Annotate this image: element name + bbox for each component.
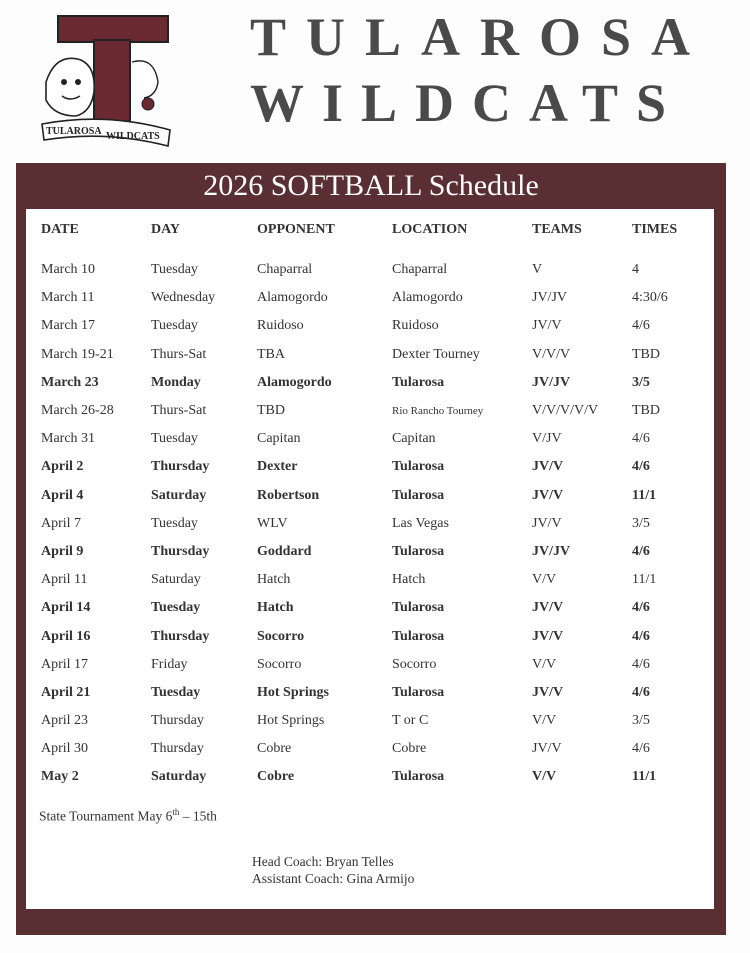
table-row [41, 538, 712, 566]
cell-day: Wednesday [151, 290, 216, 306]
cell-date: March 17 [41, 318, 96, 334]
cell-teams: JV/JV [532, 290, 568, 306]
cell-teams: V/V [532, 572, 557, 588]
cell-date: April 2 [41, 459, 84, 475]
cell-location: Tularosa [392, 543, 445, 559]
table-row [41, 369, 712, 397]
state-tournament-prefix: State Tournament May 6 [39, 808, 173, 824]
table-row [41, 651, 712, 679]
assistant-coach: Assistant Coach: Gina Armijo [252, 871, 415, 886]
cell-location: Socorro [392, 656, 437, 672]
cell-teams: JV/V [532, 600, 564, 616]
header-date: DATE [41, 222, 79, 237]
cell-day: Thursday [151, 459, 210, 475]
cell-day: Thursday [151, 741, 204, 757]
header-title-line1: TULAROSA [250, 7, 711, 67]
cell-location: Chaparral [392, 262, 448, 278]
cell-day: Saturday [151, 572, 201, 588]
cell-times: 3/5 [632, 374, 650, 390]
cell-times: 4/6 [632, 684, 650, 700]
cell-location: Tularosa [392, 769, 445, 785]
table-row [41, 679, 712, 707]
cell-location: Las Vegas [392, 515, 449, 531]
table-row [41, 341, 712, 369]
cell-location: Rio Rancho Tourney [392, 405, 484, 418]
cell-opponent: Socorro [257, 656, 302, 672]
cell-location: Tularosa [392, 459, 445, 475]
cell-times: 3/5 [632, 713, 650, 729]
cell-teams: JV/JV [532, 543, 571, 559]
cell-times: 4/6 [632, 656, 650, 672]
cell-times: 4/6 [632, 459, 650, 475]
cell-day: Tuesday [151, 600, 201, 616]
cell-date: March 10 [41, 262, 96, 278]
cell-opponent: WLV [257, 515, 288, 531]
header-location: LOCATION [392, 222, 468, 237]
cell-location: Ruidoso [392, 318, 439, 334]
cell-day: Tuesday [151, 318, 198, 334]
cell-teams: JV/V [532, 459, 564, 475]
cell-location: Alamogordo [392, 290, 463, 306]
cell-times: 4/6 [632, 741, 650, 757]
cell-day: Thursday [151, 628, 210, 644]
cell-date: March 23 [41, 374, 99, 390]
cell-date: May 2 [41, 769, 79, 785]
cell-opponent: TBA [257, 346, 285, 362]
cell-date: April 30 [41, 741, 89, 757]
table-row [41, 397, 712, 425]
cell-opponent: Alamogordo [257, 374, 332, 390]
cell-day: Thurs-Sat [151, 346, 207, 362]
cell-location: T or C [392, 713, 429, 729]
logo-text-right: WILDCATS [106, 131, 160, 142]
table-row [41, 707, 712, 735]
cell-teams: JV/V [532, 628, 564, 644]
cell-opponent: Hatch [257, 572, 291, 588]
cell-opponent: Hot Springs [257, 684, 329, 700]
cell-opponent: Hot Springs [257, 713, 325, 729]
header-opponent: OPPONENT [257, 222, 335, 237]
wildcats-logo [36, 12, 176, 152]
cell-day: Tuesday [151, 262, 198, 278]
table-row [41, 566, 712, 594]
cell-day: Friday [151, 656, 188, 672]
cell-day: Thursday [151, 713, 204, 729]
coaches-block [252, 853, 414, 887]
cell-date: April 14 [41, 600, 91, 616]
schedule-table [41, 219, 712, 792]
cell-times: 11/1 [632, 769, 657, 785]
cell-location: Cobre [392, 741, 427, 757]
cell-teams: V/JV [532, 431, 562, 447]
schedule-frame [16, 163, 726, 935]
cell-date: April 16 [41, 628, 91, 644]
cell-day: Thurs-Sat [151, 403, 207, 419]
cell-date: April 4 [41, 487, 84, 503]
cell-opponent: Dexter [257, 459, 298, 475]
logo-text-left: TULAROSA [46, 126, 102, 137]
cell-opponent: Goddard [257, 543, 312, 559]
table-row [41, 763, 712, 791]
cell-location: Tularosa [392, 487, 445, 503]
cell-day: Tuesday [151, 431, 198, 447]
header-teams: TEAMS [532, 222, 582, 237]
table-row [41, 482, 712, 510]
cell-day: Tuesday [151, 515, 198, 531]
table-row [41, 622, 712, 650]
cell-times: 3/5 [632, 515, 650, 531]
cell-teams: JV/V [532, 487, 564, 503]
cell-date: April 9 [41, 543, 84, 559]
cell-location: Tularosa [392, 628, 445, 644]
cell-day: Thursday [151, 543, 210, 559]
cell-date: April 21 [41, 684, 91, 700]
cell-date: April 11 [41, 572, 88, 588]
cell-day: Saturday [151, 769, 207, 785]
cell-opponent: Cobre [257, 769, 295, 785]
cell-day: Monday [151, 374, 201, 390]
cell-opponent: Socorro [257, 628, 305, 644]
cell-location: Tularosa [392, 684, 445, 700]
cell-opponent: Capitan [257, 431, 301, 447]
cell-date: March 26-28 [41, 403, 114, 419]
cell-times: 4/6 [632, 318, 650, 334]
cell-date: April 17 [41, 656, 89, 672]
cell-opponent: Chaparral [257, 262, 313, 278]
cell-teams: JV/JV [532, 374, 571, 390]
logo-letter: T [98, 38, 99, 39]
head-coach: Head Coach: Bryan Telles [252, 854, 394, 869]
cell-opponent: Ruidoso [257, 318, 304, 334]
cell-location: Dexter Tourney [392, 346, 480, 362]
cell-date: April 23 [41, 713, 89, 729]
cell-times: 4:30/6 [632, 290, 668, 306]
cell-times: 4/6 [632, 628, 650, 644]
cell-teams: V/V/V [532, 346, 571, 362]
table-row [41, 453, 712, 481]
cell-opponent: Robertson [257, 487, 320, 503]
cell-location: Capitan [392, 431, 436, 447]
cell-location: Tularosa [392, 600, 445, 616]
table-row [41, 594, 712, 622]
cell-teams: JV/V [532, 684, 564, 700]
cell-opponent: Hatch [257, 600, 294, 616]
cell-teams: V/V/V/V/V [532, 403, 599, 419]
header-day: DAY [151, 222, 181, 237]
cell-opponent: Cobre [257, 741, 292, 757]
state-tournament-sup: th [172, 807, 180, 817]
cell-times: 4/6 [632, 431, 650, 447]
cell-times: TBD [632, 403, 660, 419]
cell-times: 4 [632, 262, 639, 278]
cell-date: March 31 [41, 431, 96, 447]
cell-times: 4/6 [632, 600, 650, 616]
cell-times: 4/6 [632, 543, 650, 559]
cell-teams: JV/V [532, 318, 562, 334]
cell-location: Tularosa [392, 374, 445, 390]
cell-opponent: TBD [257, 403, 285, 419]
cell-date: April 7 [41, 515, 82, 531]
header-times: TIMES [632, 222, 678, 237]
header-title-line2: WILDCATS [250, 73, 685, 133]
cell-times: 11/1 [632, 487, 657, 503]
cell-day: Tuesday [151, 684, 201, 700]
cell-day: Saturday [151, 487, 207, 503]
table-row [41, 256, 712, 284]
cell-teams: JV/V [532, 515, 562, 531]
cell-teams: V/V [532, 656, 557, 672]
cell-opponent: Alamogordo [257, 290, 328, 306]
cell-date: March 19-21 [41, 346, 114, 362]
table-row [41, 312, 712, 340]
schedule-panel [26, 209, 714, 909]
table-header-row [41, 219, 712, 250]
cell-teams: JV/V [532, 741, 562, 757]
state-tournament-suffix: – 15th [179, 808, 217, 824]
cell-teams: V/V [532, 769, 557, 785]
table-row [41, 284, 712, 312]
cell-teams: V/V [532, 713, 557, 729]
state-tournament-note [39, 807, 217, 825]
cell-times: TBD [632, 346, 660, 362]
schedule-banner-title: 2026 SOFTBALL Schedule [203, 169, 539, 202]
cell-teams: V [532, 262, 543, 278]
table-row [41, 510, 712, 538]
cell-times: 11/1 [632, 572, 657, 588]
cell-location: Hatch [392, 572, 426, 588]
cell-date: March 11 [41, 290, 95, 306]
table-row [41, 735, 712, 763]
table-row [41, 425, 712, 453]
